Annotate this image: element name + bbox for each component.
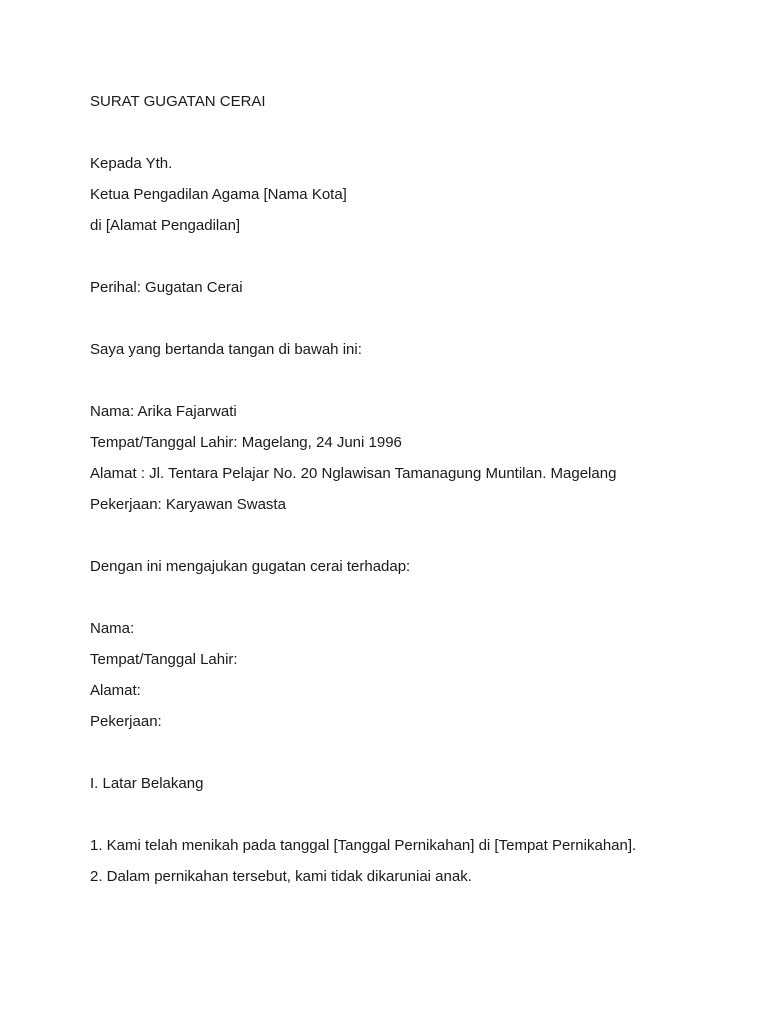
plaintiff-birth: Tempat/Tanggal Lahir: Magelang, 24 Juni 1996: [90, 434, 402, 451]
plaintiff-occupation: Pekerjaan: Karyawan Swasta: [90, 496, 286, 513]
intro-line: Saya yang bertanda tangan di bawah ini:: [90, 341, 362, 358]
subject-line: Perihal: Gugatan Cerai: [90, 279, 243, 296]
defendant-birth: Tempat/Tanggal Lahir:: [90, 651, 238, 668]
defendant-occupation: Pekerjaan:: [90, 713, 162, 730]
recipient-name: Ketua Pengadilan Agama [Nama Kota]: [90, 186, 347, 203]
defendant-name: Nama:: [90, 620, 135, 637]
list-item: 2. Dalam pernikahan tersebut, kami tidak dikaruniai anak.: [90, 868, 472, 885]
section-heading: I. Latar Belakang: [90, 775, 204, 792]
defendant-address: Alamat:: [90, 682, 141, 699]
plaintiff-name: Nama: Arika Fajarwati: [90, 403, 237, 420]
recipient-address: di [Alamat Pengadilan]: [90, 217, 241, 234]
statement-line: Dengan ini mengajukan gugatan cerai terhadap:: [90, 558, 411, 575]
plaintiff-address: Alamat : Jl. Tentara Pelajar No. 20 Nglawisan Tamanagung Muntilan. Magelang: [90, 465, 617, 482]
document-title: SURAT GUGATAN CERAI: [90, 93, 266, 110]
recipient-salutation: Kepada Yth.: [90, 155, 173, 172]
list-item: 1. Kami telah menikah pada tanggal [Tanggal Pernikahan] di [Tempat Pernikahan].: [90, 837, 637, 854]
